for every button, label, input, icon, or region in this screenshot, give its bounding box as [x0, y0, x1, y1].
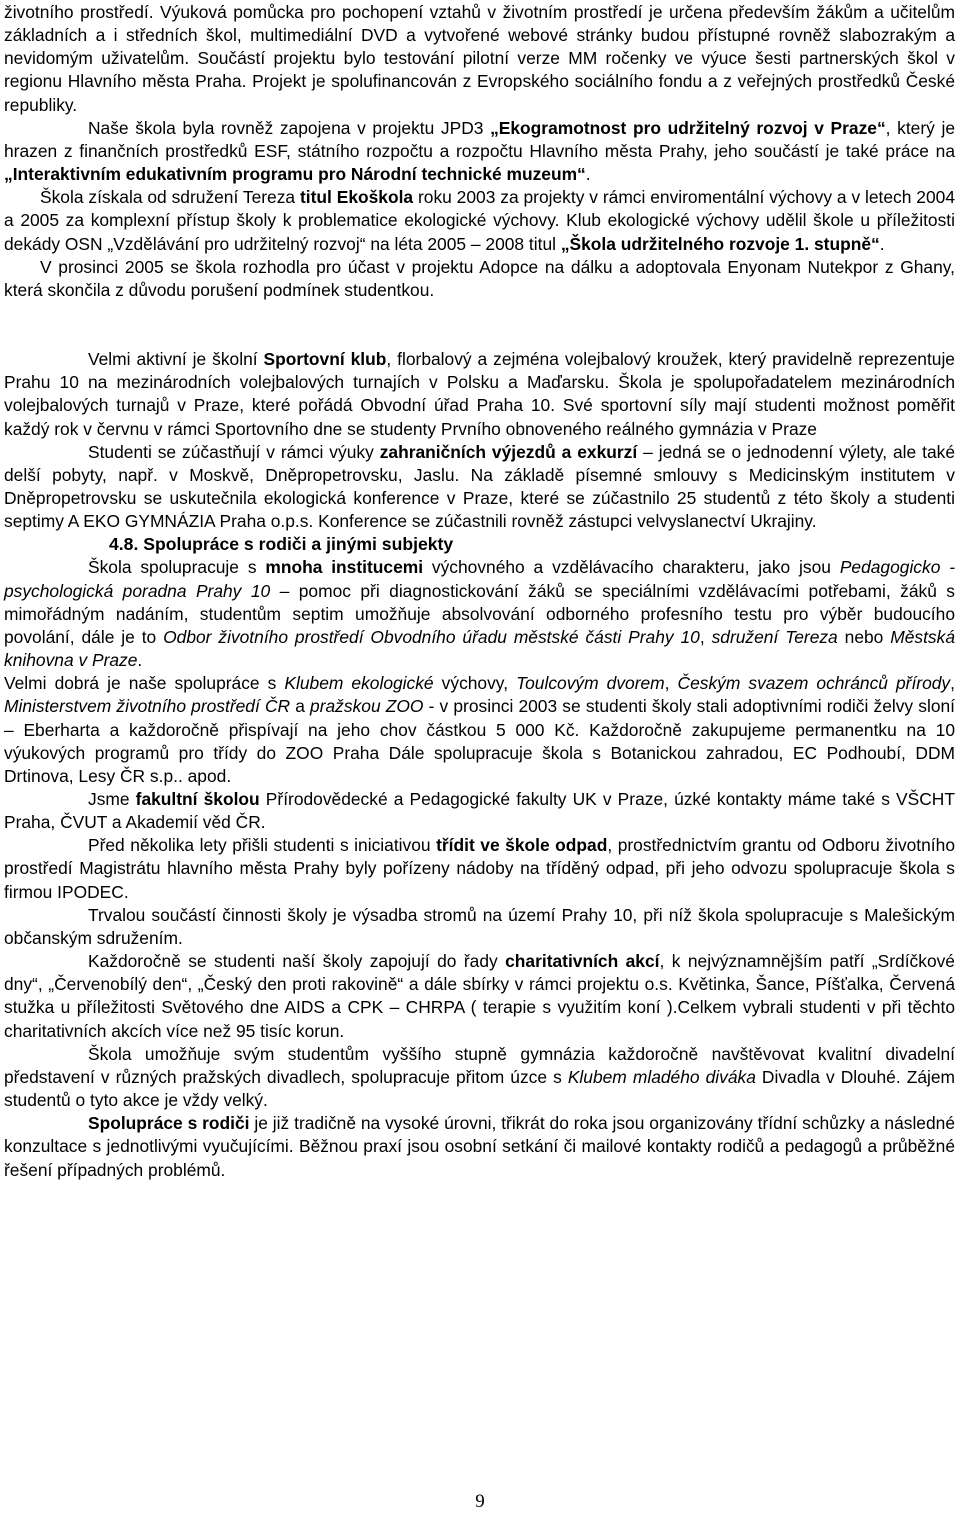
page-number: 9 [475, 1491, 485, 1512]
paragraph-sport-club: Velmi aktivní je školní Sportovní klub, florbalový a zejména volejbalový kroužek, který pravidelně reprezentuje Prahu 10 na mezinárodních volejbalových turnajích v Polsku a Maďarsku. Škola je spolupořadatelem mezinárodních volejbalových turnajů v Praze, které pořádá Obvodní úřad Praha 10. Své sportovní síly mají studenti možnost poměřit každý rok v červnu v rámci Sportovního dne se studenty Prvního obnoveného reálného gymnázia v Praze [4, 349, 955, 439]
paragraph-waste-sorting: Před několika lety přišli studenti s iniciativou třídit ve škole odpad, prostřednictvím grantu od Odboru životního prostředí Magistrátu hlavního města Prahy byly pořízeny nádoby na tříděný odpad, při jeho odvozu spolupracuje škola s firmou IPODEC. [4, 835, 955, 902]
paragraph-theatre: Škola umožňuje svým studentům vyššího stupně gymnázia každoročně navštěvovat kvalitní divadelní představení v různých pražských divadlech, spolupracuje přitom úzce s Klubem mladého diváka Divadla v Dlouhé. Zájem studentů o tyto akce je vždy velký. [4, 1043, 956, 1111]
paragraph-tree-planting: Trvalou součástí činnosti školy je výsadba stromů na území Prahy 10, při níž škola spolupracuje s Malešickým občanským sdružením. [4, 904, 955, 948]
paragraph-parents: Spolupráce s rodiči je již tradičně na vysoké úrovni, třikrát do roka jsou organizovány třídní schůzky a následné konzultace s jednotlivými vyučujícími. Běžnou praxí jsou osobní setkání či mailové kontakty rodičů a pedagogů a průběžné řešení případných problémů. [4, 1113, 955, 1180]
paragraph-charity: Každoročně se studenti naší školy zapojují do řady charitativních akcí, k nejvýznamnějším patří „Srdíčkové dny“, „Červenobílý den“, „Český den proti rakovině“ a dále sbírky v rámci projektu o.s. Květinka, Šance, Píšťalka, Červená stužka u příležitosti Světového dne AIDS a CPK – CHRPA ( terapie s využitím koní ).Celkem vybrali studenti v při těchto charitativních akcích více než 95 tisíc korun. [4, 951, 955, 1041]
paragraph-mm-yearbook: životního prostředí. Výuková pomůcka pro pochopení vztahů v životním prostředí je určena především žákům a učitelům základních a i středních škol, multimediální DVD a vytvořené webové stránky budou přístupné rovněž slabozrakým a nevidomým uživatelům. Součástí projektu bylo testování pilotní verze MM ročenky ve výuce šesti partnerských škol v regionu Hlavního města Praha. Projekt je spolufinancován z Evropského sociálního fondu a z veřejných prostředků České republiky. [4, 2, 955, 115]
paragraph-cooperation: Velmi dobrá je naše spolupráce s Klubem ekologické výchovy, Toulcovým dvorem, Českým svazem ochránců přírody, Ministerstvem životního prostředí ČR a pražskou ZOO - v prosinci 2003 se studenti školy stali adoptivními rodiči želvy sloní – Eberharta a každoročně přispívají na jeho chov částkou 5 000 Kč. Každoročně zakupujeme permanentku na 10 výukových programů pro třídy do ZOO Praha Dále spolupracuje škola s Botanickou zahradou, EC Podhoubí, DDM Drtinova, Lesy ČR s.p.. apod. [4, 673, 956, 786]
paragraph-adoption: V prosinci 2005 se škola rozhodla pro účast v projektu Adopce na dálku a adoptovala Enyonam Nutekpor z Ghany, která skončila z důvodu porušení podmínek studentkou. [4, 256, 955, 300]
paragraph-trips: Studenti se zúčastňují v rámci výuky zahraničních výjezdů a exkurzí – jedná se o jednodenní výlety, ale také delší pobyty, např. v Moskvě, Dněpropetrovsku, Jaslu. Na základě písemné smlouvy s Medicinským institutem v Dněpropetrovsku se uskutečnila ekologická konference v Praze, které se zúčastnilo 25 studentů z této školy a studenti septimy A EKO GYMNÁZIA Praha o.p.s. Konference se zúčastnili rovněž zástupci velvyslanectví Ukrajiny. [4, 441, 955, 532]
section-heading: 4.8. Spolupráce s rodiči a jinými subjekty [109, 534, 454, 555]
paragraph-faculty-school: Jsme fakultní školou Přírodovědecké a Pedagogické fakulty UK v Praze, úzké kontakty máme také s VŠCHT Praha, ČVUT a Akademií věd ČR. [4, 789, 955, 833]
paragraph-ekoskola: Škola získala od sdružení Tereza titul Ekoškola roku 2003 za projekty v rámci enviromentální výchovy a v letech 2004 a 2005 za komplexní přístup školy k problematice ekologické výchovy. Klub ekologické výchovy udělil škole u příležitosti dekády OSN „Vzdělávání pro udržitelný rozvoj“ na léta 2005 – 2008 titul „Škola udržitelného rozvoje 1. stupně“. [4, 187, 955, 254]
paragraph-jpd3: Naše škola byla rovněž zapojena v projektu JPD3 „Ekogramotnost pro udržitelný rozvoj v Praze“, který je hrazen z finančních prostředků ESF, státního rozpočtu a rozpočtu Hlavního města Prahy, jeho součástí je také práce na „Interaktivním edukativním programu pro Národní technické muzeum“. [4, 117, 955, 185]
paragraph-institutions: Škola spolupracuje s mnoha institucemi výchovného a vzdělávacího charakteru, jako jsou Pedagogicko - psychologická poradna Prahy 10 – pomoc při diagnostickování žáků se speciálními vzdělávacími potřebami, žáků s mimořádným nadáním, studentům septim umožňuje absolvování odborného profesního testu pro výběr budoucího povolání, dále je to Odbor životního prostředí Obvodního úřadu městské části Prahy 10, sdružení Tereza nebo Městská knihovna v Praze. [4, 557, 956, 671]
